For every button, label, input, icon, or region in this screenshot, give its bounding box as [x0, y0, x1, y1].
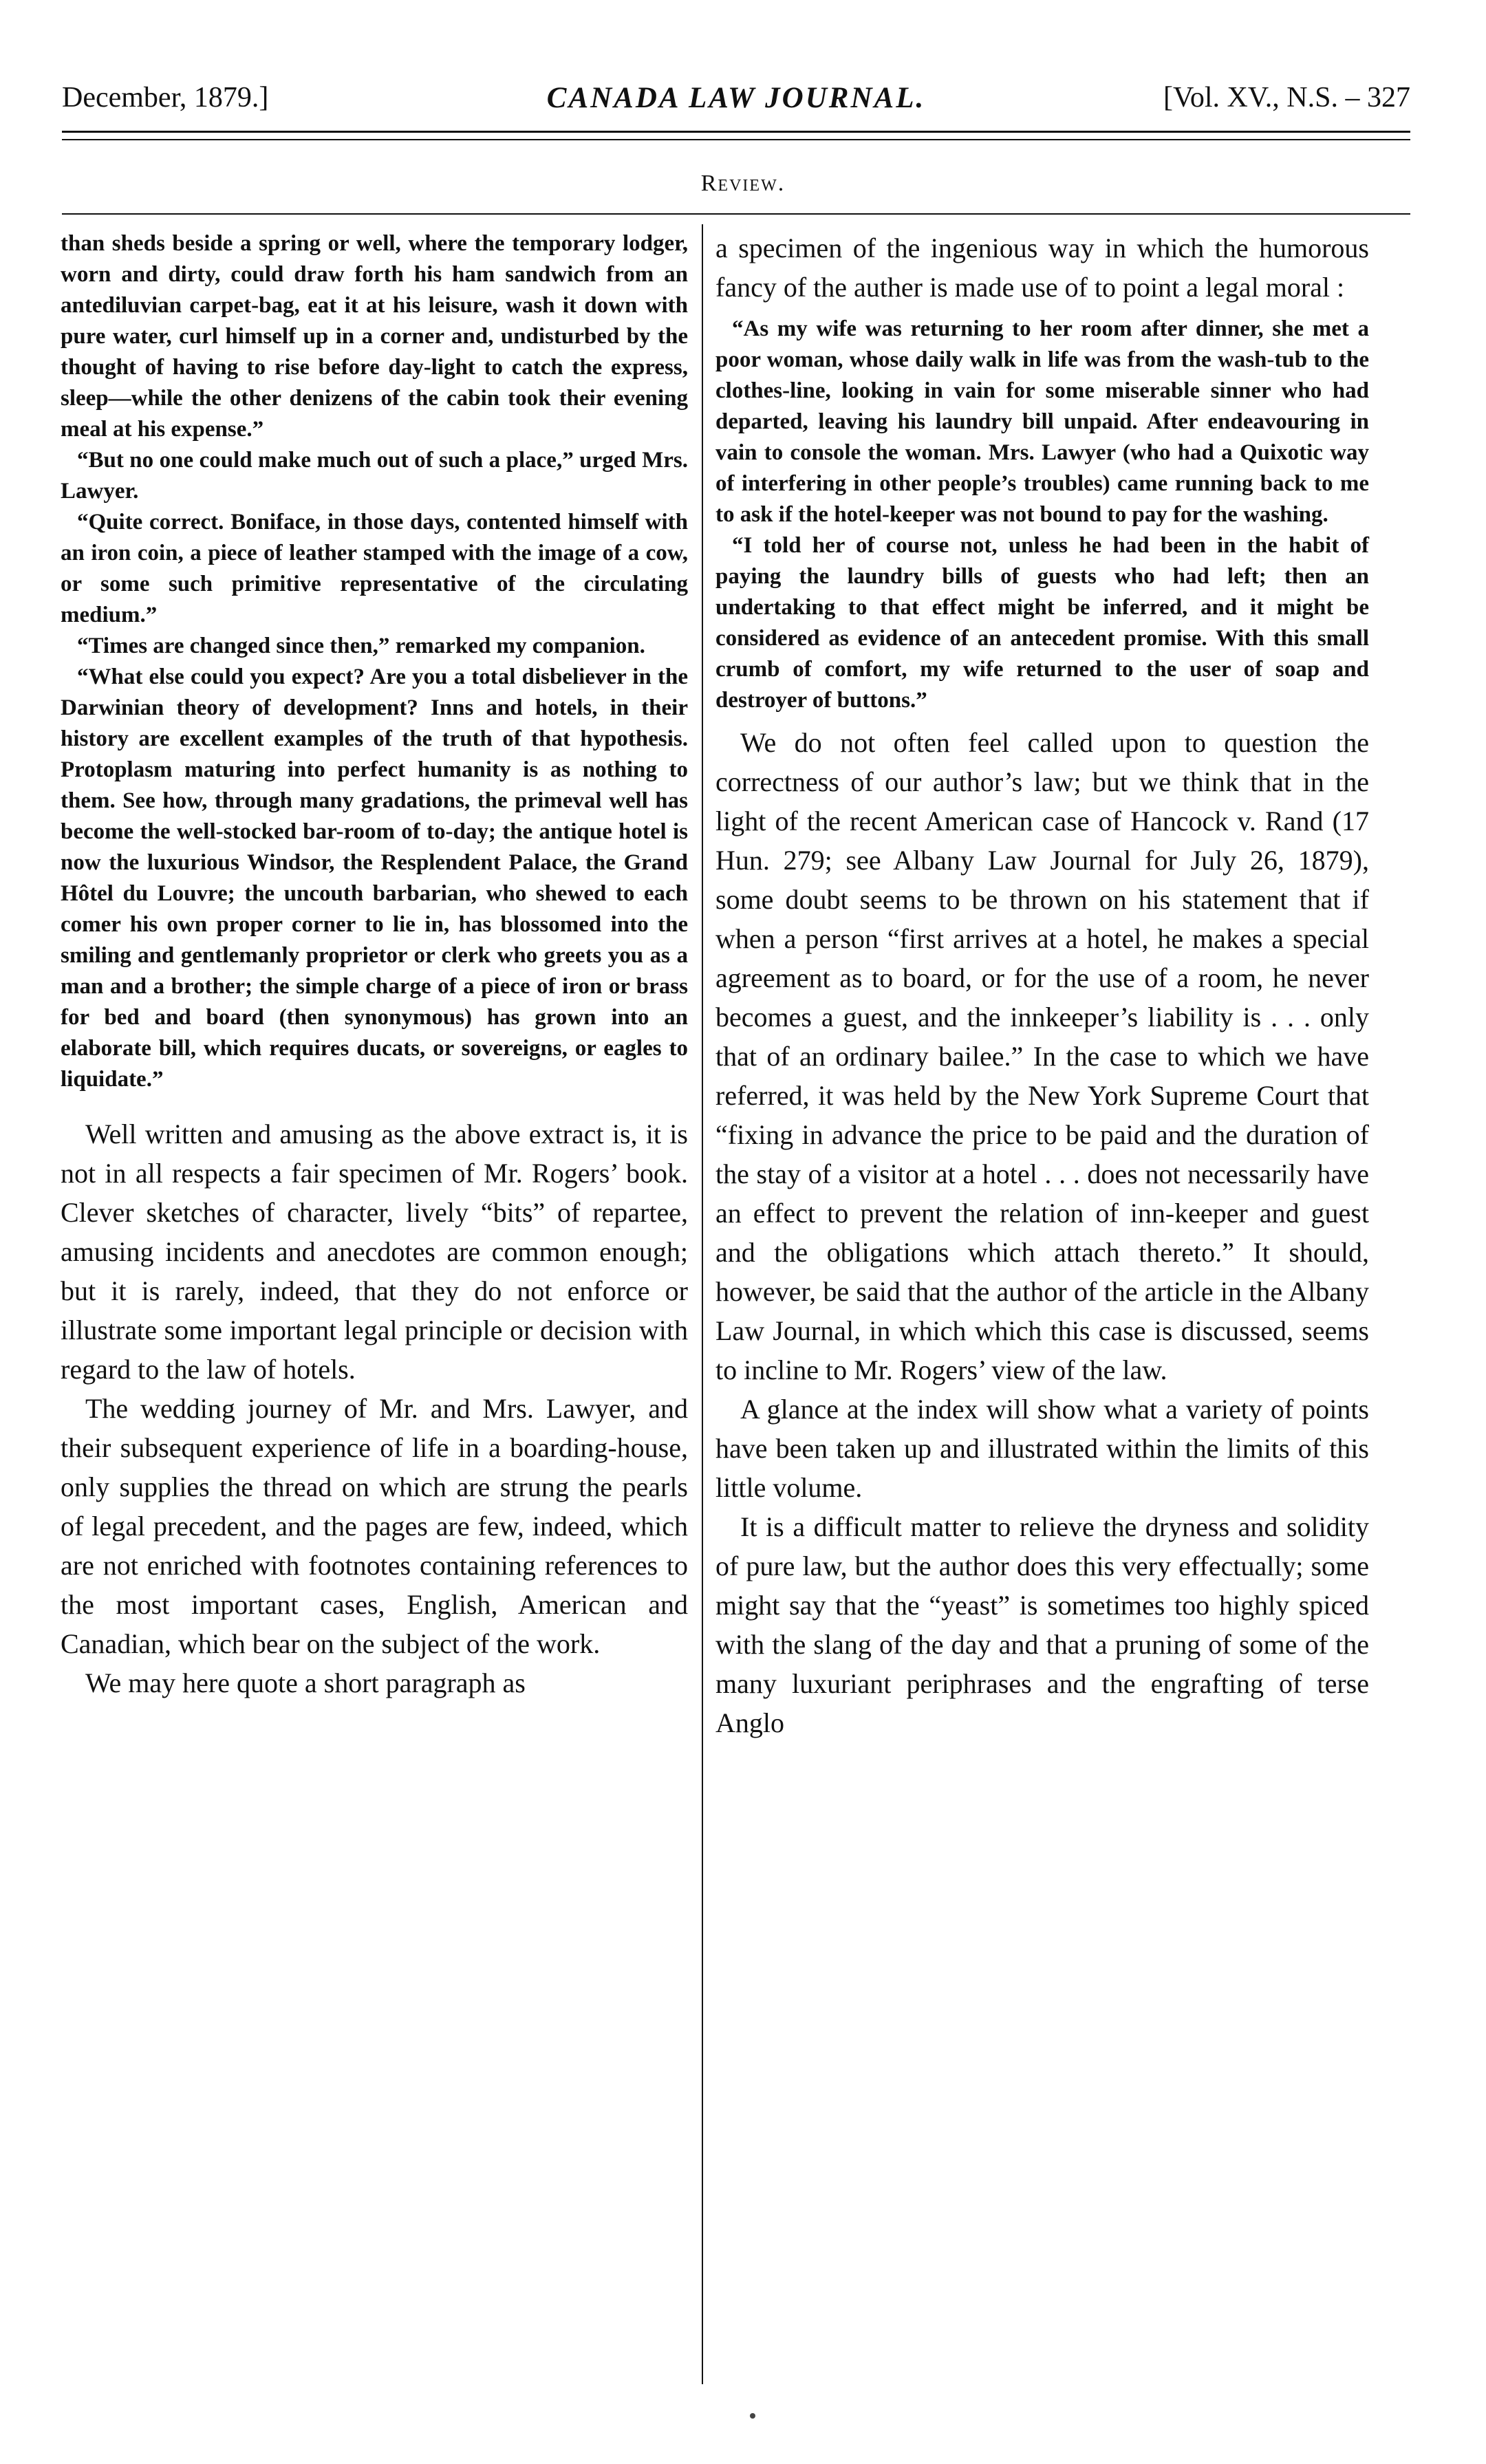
- body-paragraph: We do not often feel called upon to question the correctness of our author’s law; but we think that in the light of the recent American case of Hancock v. Rand (17 Hun. 279; see Albany Law Journal for July 26, 1879), some doubt seems to be thrown on his statement that if when a person “first arrives at a hotel, he makes a special agreement as to board, or for the use of a room, he never becomes a guest, and the innkeeper’s liability is . . . only that of an ordinary bailee.” In the case to which we have referred, it was held by the New York Supreme Court that “fixing in advance the price to be paid and the duration of the stay of a visitor at a hotel . . . does not necessarily have an effect to prevent the relation of inn-keeper and guest and the obligations which attach thereto.” It should, however, be said that the author of the article in the Albany Law Journal, in which which this case is discussed, seems to incline to Mr. Rogers’ view of the law.: [715, 727, 1369, 1385]
- header-journal-title: CANADA LAW JOURNAL.: [546, 82, 926, 114]
- section-rule: [62, 213, 1410, 215]
- column-divider: [702, 224, 703, 2384]
- body-paragraph: We may here quote a short paragraph as: [85, 1667, 526, 1698]
- body-paragraph: It is a difficult matter to relieve the dryness and solidity of pure law, but the author does this very effectually; some might say that the “yeast” is sometimes too highly spiced with the slang of the day and that a pruning of some of the many luxuriant periphrases and the engrafting of terse Anglo: [715, 1511, 1369, 1738]
- header-rule: [62, 131, 1410, 133]
- stray-dot: [750, 2413, 755, 2419]
- body-paragraph: The wedding journey of Mr. and Mrs. Lawyer, and their subsequent experience of life in a boarding-house, only supplies the thread on which are strung the pearls of legal precedent, and the pages are few, indeed, which are not enriched with footnotes containing references to the most important cases, English, American and Canadian, which bear on the subject of the work.: [61, 1393, 688, 1659]
- right-column: [715, 228, 1369, 1742]
- quote-paragraph: “I told her of course not, unless he had been in the habit of paying the laundry bills of guests who had left; then an undertaking to that effect might be inferred, and it might be considered as evidence of an antecedent promise. With this small crumb of comfort, my wife returned to the user of soap and destroyer of buttons.”: [715, 533, 1369, 713]
- header-volume: [Vol. XV., N.S. – 327: [1163, 82, 1410, 114]
- quote-paragraph: “Quite correct. Boniface, in those days, contented himself with an iron coin, a piece of leather stamped with the image of a cow, or some such primitive representative of the circulating medium.”: [61, 510, 688, 627]
- page-header: [62, 81, 1410, 157]
- body-paragraph: Well written and amusing as the above extract is, it is not in all respects a fair specimen of Mr. Rogers’ book. Clever sketches of character, lively “bits” of repartee, amusing incidents and anecdotes are common enough; but it is rarely, indeed, that they do not enforce or illustrate some important legal principle or decision with regard to the law of hotels.: [61, 1118, 688, 1385]
- body-paragraph: A glance at the index will show what a variety of points have been taken up and illustrated within the limits of this little volume.: [715, 1394, 1369, 1503]
- quote-paragraph: “What else could you expect? Are you a total disbeliever in the Darwinian theory of development? Inns and hotels, in their history are excellent examples of the truth of that hypothesis. Protoplasm maturing into perfect humanity is as nothing to them. See how, through many gradations, the primeval well has become the well-stocked bar-room of to-day; the antique hotel is now the luxurious Windsor, the Resplendent Palace, the Grand Hôtel du Louvre; the uncouth barbarian, who shewed to each comer his own proper corner to lie in, has blossomed into the smiling and gentlemanly proprietor or clerk who greets you as a man and a brother; the simple charge of a piece of iron or brass for bed and board (then synonymous) has grown into an elaborate bill, which requires ducats, or sovereigns, or eagles to liquidate.”: [61, 664, 688, 1092]
- quote-paragraph: than sheds beside a spring or well, where the temporary lodger, worn and dirty, could draw forth his ham sandwich from an antediluvian carpet-bag, eat it at his leisure, wash it down with pure water, curl himself up in a corner and, undisturbed by the thought of having to rise before day-light to catch the express, sleep—while the other denizens of the cabin took their evening meal at his expense.”: [61, 231, 688, 442]
- quote-paragraph: “But no one could make much out of such a place,” urged Mrs. Lawyer.: [61, 448, 688, 504]
- intro-paragraph: a specimen of the ingenious way in which the humorous fancy of the auther is made use of to point a legal moral :: [715, 233, 1369, 303]
- header-date: December, 1879.]: [62, 82, 269, 114]
- quote-paragraph: “Times are changed since then,” remarked my companion.: [77, 634, 645, 658]
- header-rule-thin: [62, 139, 1410, 140]
- left-column: [61, 228, 688, 1703]
- quote-paragraph: “As my wife was returning to her room after dinner, she met a poor woman, whose daily walk in life was from the wash-tub to the clothes-line, looking in vain for some miserable sinner who had departed, leaving his laundry bill unpaid. After endeavouring in vain to console the woman. Mrs. Lawyer (who had a Quixotic way of interfering in other people’s troubles) came running back to me to ask if the hotel-keeper was not bound to pay for the washing.: [715, 316, 1369, 527]
- section-title: Review.: [700, 171, 786, 196]
